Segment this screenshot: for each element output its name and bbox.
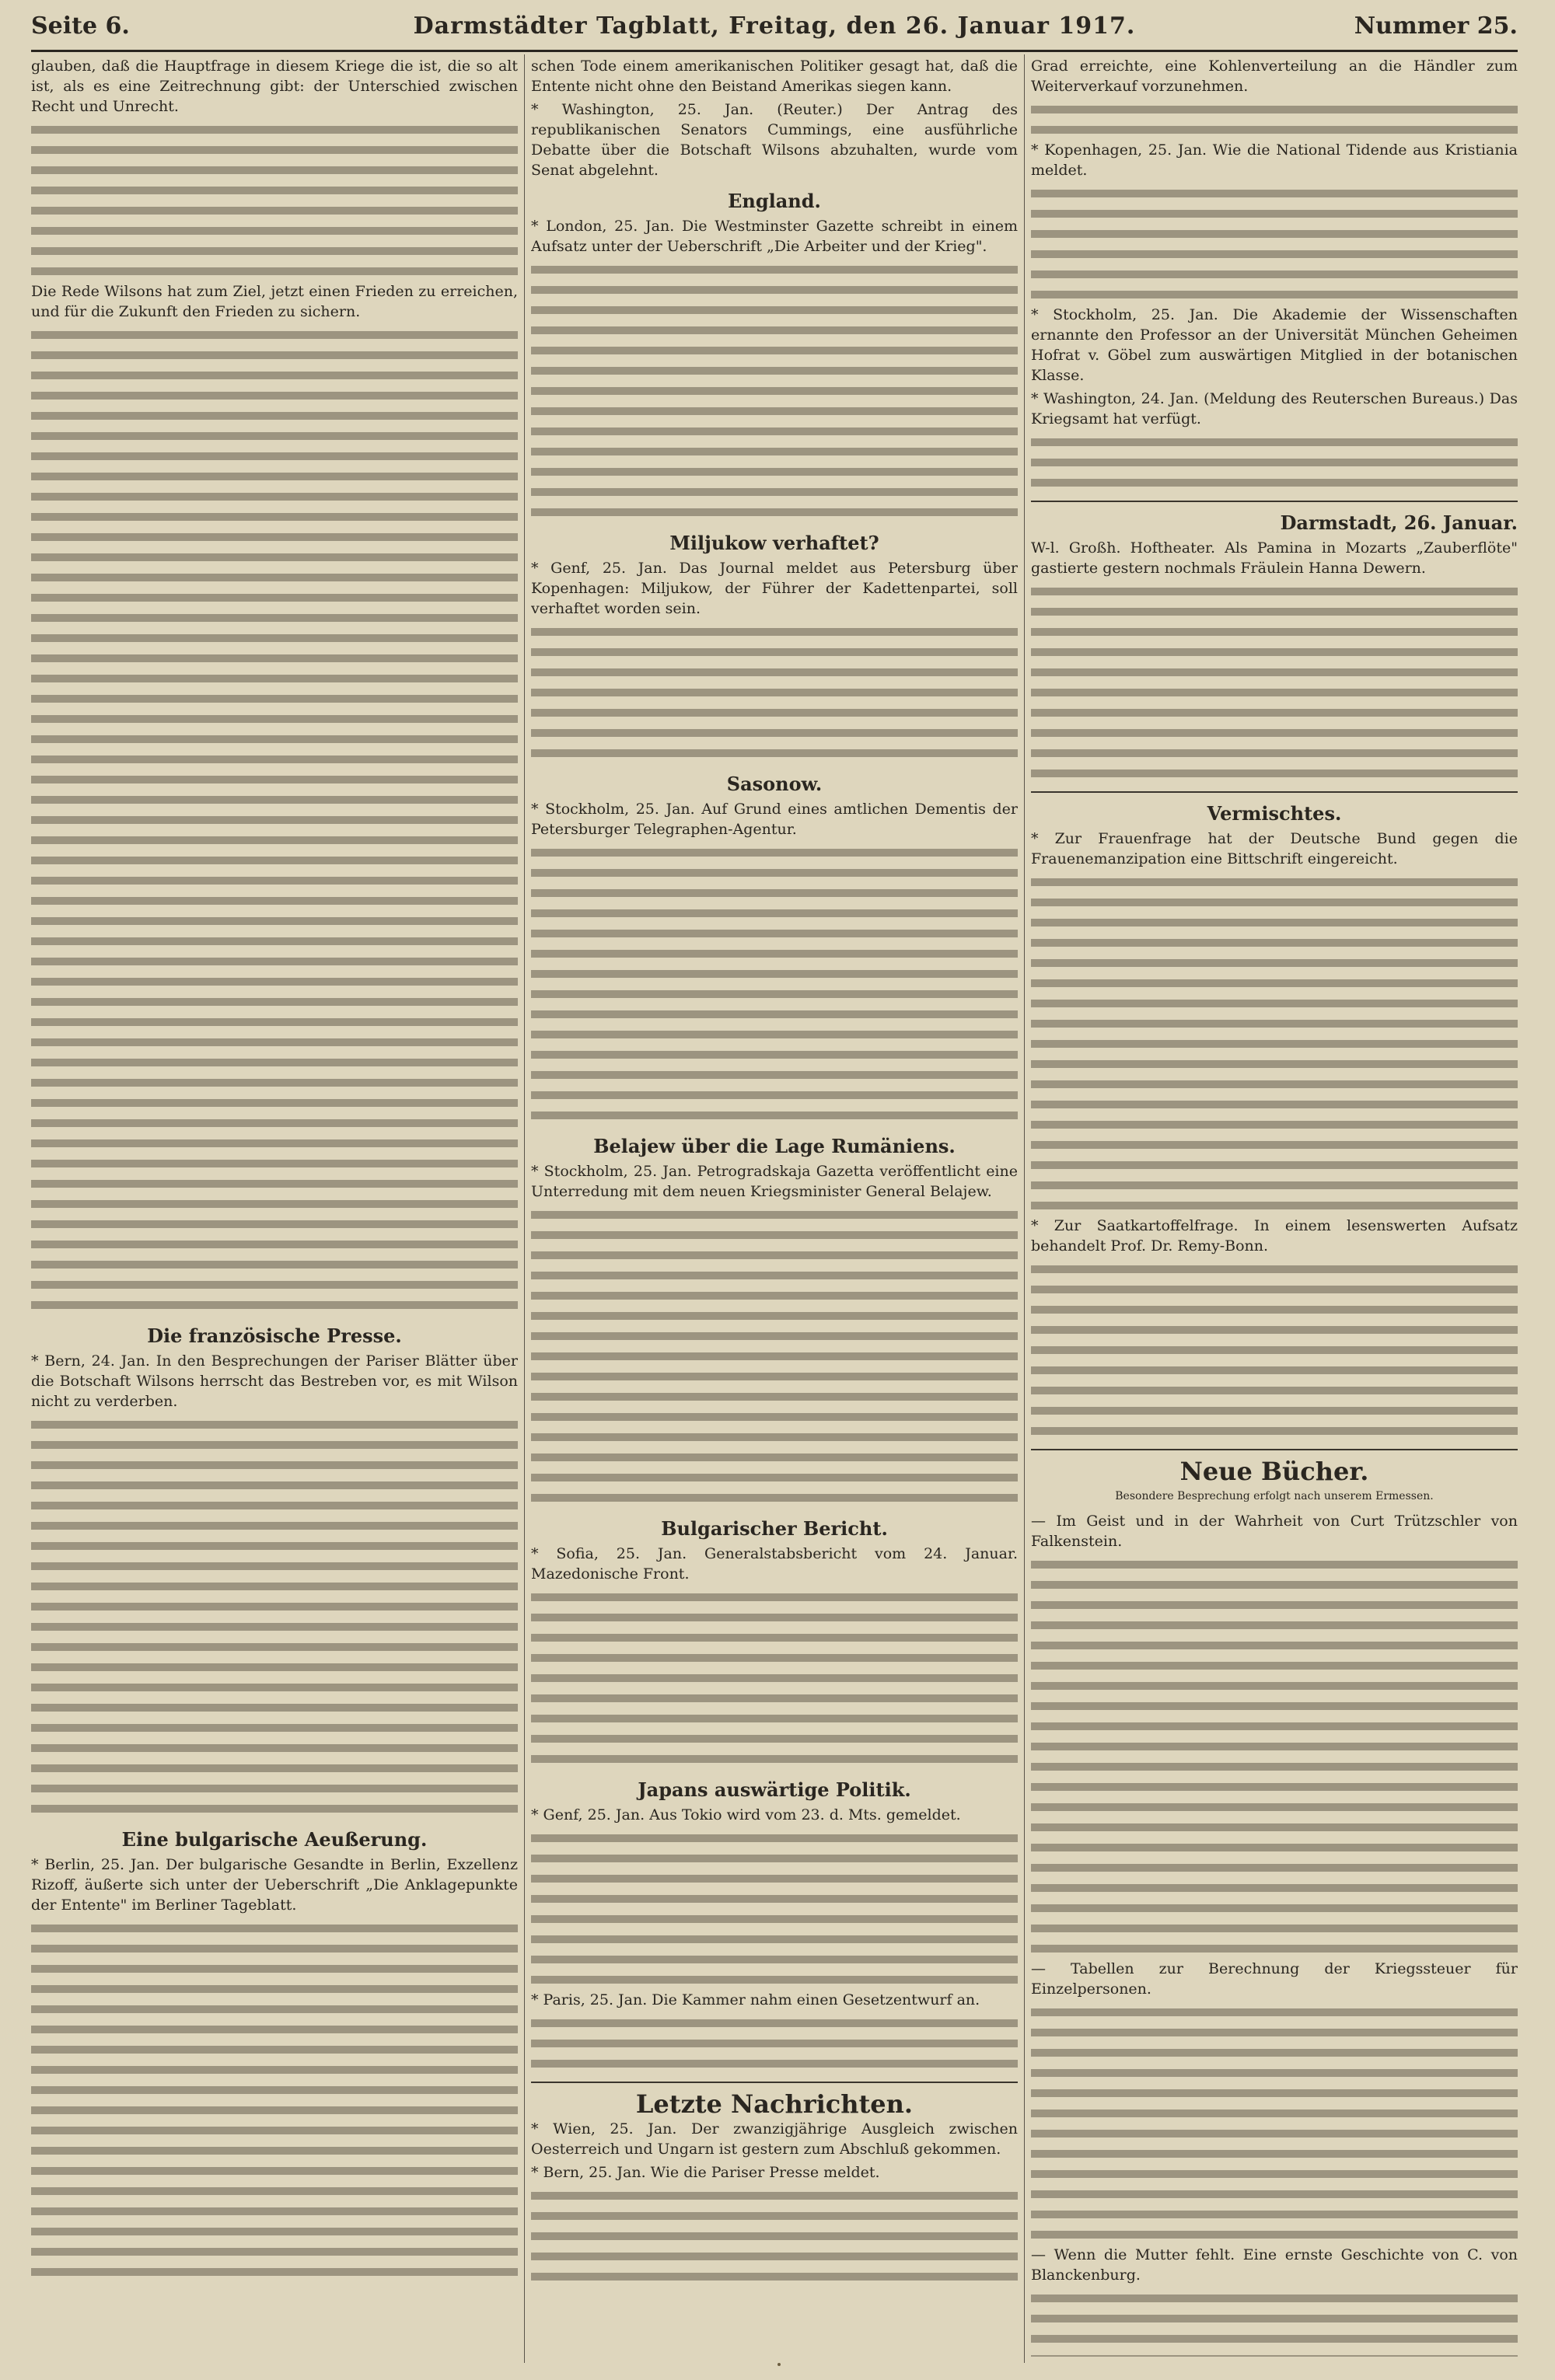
- section-heading: Die französische Presse.: [147, 1324, 402, 1347]
- article-text: * Washington, 24. Jan. (Meldung des Reuterschen Bureaus.) Das Kriegsamt hat verfügt.: [1031, 390, 1518, 427]
- text-block: [31, 1415, 518, 1819]
- article-text: — Im Geist und in der Wahrheit von Curt Trützschler von Falkenstein.: [1031, 1513, 1518, 1550]
- text-block: [531, 1828, 1018, 1990]
- section-heading: Belajew über die Lage Rumäniens.: [593, 1135, 956, 1157]
- article-text: * Stockholm, 25. Jan. Petrogradskaja Gazetta veröffentlicht eine Unterredung mit dem neuen Kriegsminister General Belajew.: [531, 1163, 1018, 1200]
- article-text: schen Tode einem amerikanischen Politiker gesagt hat, daß die Entente nicht ohne den Beistand Amerikas siegen kann.: [531, 58, 1018, 95]
- article-text: Die Rede Wilsons hat zum Ziel, jetzt einen Frieden zu erreichen, und für die Zukunft den Frieden zu sichern.: [31, 283, 518, 320]
- section-heading: Japans auswärtige Politik.: [638, 1778, 911, 1801]
- article-text: * Paris, 25. Jan. Die Kammer nahm einen Gesetzentwurf an.: [531, 1991, 980, 2008]
- column-2: [531, 56, 1018, 2357]
- article-text: — Tabellen zur Berechnung der Kriegssteuer für Einzelpersonen.: [1031, 1960, 1518, 1998]
- article-text: * Berlin, 25. Jan. Der bulgarische Gesandte in Berlin, Exzellenz Rizoff, äußerte sich unter der Ueberschrift „Die Anklagepunkte der Entente" im Berliner Tageblatt.: [31, 1856, 518, 1914]
- text-block: [1031, 1259, 1518, 1441]
- text-block: [531, 2186, 1018, 2287]
- article-text: Grad erreichte, eine Kohlenverteilung an die Händler zum Weiterverkauf vorzunehmen.: [1031, 58, 1518, 95]
- text-block: [531, 843, 1018, 1125]
- column-3: [1031, 56, 1518, 2357]
- text-block: [531, 2013, 1018, 2074]
- text-block: [1031, 183, 1518, 305]
- article-text: * Kopenhagen, 25. Jan. Wie die National Tidende aus Kristiania meldet.: [1031, 141, 1518, 179]
- article-text: * Bern, 24. Jan. In den Besprechungen der Pariser Blätter über die Botschaft Wilsons herrscht das Bestreben vor, es mit Wilson nicht zu verderben.: [31, 1352, 518, 1410]
- text-block: [31, 120, 518, 281]
- column-rule: [524, 54, 525, 2363]
- article-text: * Zur Frauenfrage hat der Deutsche Bund gegen die Frauenemanzipation eine Bittschrift eingereicht.: [1031, 830, 1518, 867]
- article-text: * Washington, 25. Jan. (Reuter.) Der Antrag des republikanischen Senators Cummings, eine ausführliche Debatte über die Botschaft Wilsons abzuhalten, wurde vom Senat abgelehnt.: [531, 101, 1018, 179]
- divider: [1031, 791, 1518, 793]
- section-heading: Neue Bücher.: [1179, 1457, 1369, 1486]
- text-block: [531, 1587, 1018, 1769]
- article-text: — Wenn die Mutter fehlt. Eine ernste Geschichte von C. von Blanckenburg.: [1031, 2246, 1518, 2284]
- text-block: [31, 325, 518, 1315]
- article-text: * Genf, 25. Jan. Aus Tokio wird vom 23. d. Mts. gemeldet.: [531, 1806, 961, 1823]
- text-block: [1031, 2288, 1518, 2357]
- article-text: glauben, daß die Hauptfrage in diesem Kriege die ist, die so alt ist, als es eine Zeitrechnung gibt: der Unterschied zwischen Recht und Unrecht.: [31, 58, 518, 115]
- column-1: [31, 56, 518, 2357]
- divider: [531, 2082, 1018, 2083]
- paper-speck: [778, 2363, 781, 2366]
- section-heading: Vermischtes.: [1207, 802, 1342, 825]
- article-text: * Stockholm, 25. Jan. Die Akademie der Wissenschaften ernannte den Professor an der Universität München Geheimen Hofrat v. Göbel zum auswärtigen Mitglied in der botanischen Klasse.: [1031, 306, 1518, 384]
- article-text: * Genf, 25. Jan. Das Journal meldet aus Petersburg über Kopenhagen: Miljukow, der Führer der Kadettenpartei, soll verhaftet worden sein.: [531, 560, 1018, 617]
- section-subheading: Besondere Besprechung erfolgt nach unserem Ermessen.: [1115, 1490, 1434, 1502]
- issue-number: Nummer 25.: [1354, 12, 1518, 40]
- article-text: * Wien, 25. Jan. Der zwanzigjährige Ausgleich zwischen Oesterreich und Ungarn ist gestern zum Abschluß gekommen.: [531, 2120, 1018, 2158]
- text-block: [1031, 872, 1518, 1216]
- page-number: Seite 6.: [31, 12, 130, 40]
- text-block: [1031, 2002, 1518, 2245]
- article-text: W-l. Großh. Hoftheater. Als Pamina in Mozarts „Zauberflöte" gastierte gestern nochmals Fräulein Hanna Dewern.: [1031, 539, 1518, 577]
- article-text: * Sofia, 25. Jan. Generalstabsbericht vom 24. Januar. Mazedonische Front.: [531, 1545, 1018, 1583]
- newspaper-title-date: Darmstädter Tagblatt, Freitag, den 26. Januar 1917.: [413, 12, 1136, 40]
- article-text: * Zur Saatkartoffelfrage. In einem lesenswerten Aufsatz behandelt Prof. Dr. Remy-Bonn.: [1031, 1217, 1518, 1255]
- text-block: [1031, 1555, 1518, 1959]
- article-text: * Stockholm, 25. Jan. Auf Grund eines amtlichen Dementis der Petersburger Telegraphen-Agentur.: [531, 801, 1018, 838]
- section-heading: Eine bulgarische Aeußerung.: [121, 1828, 428, 1851]
- divider: [1031, 1449, 1518, 1450]
- column-rule: [1024, 54, 1025, 2363]
- text-block: [1031, 581, 1518, 783]
- section-heading: Miljukow verhaftet?: [669, 532, 879, 554]
- article-text: * London, 25. Jan. Die Westminster Gazette schreibt in einem Aufsatz unter der Ueberschrift „Die Arbeiter und der Krieg".: [531, 218, 1018, 255]
- article-text: * Bern, 25. Jan. Wie die Pariser Presse meldet.: [531, 2164, 880, 2181]
- masthead: [31, 8, 1518, 52]
- text-block: [531, 1205, 1018, 1508]
- dateline: Darmstadt, 26. Januar.: [1280, 511, 1518, 534]
- text-block: [1031, 432, 1518, 493]
- text-block: [531, 622, 1018, 763]
- text-block: [531, 260, 1018, 522]
- section-heading: Bulgarischer Bericht.: [661, 1517, 888, 1540]
- text-block: [31, 1918, 518, 2282]
- divider: [1031, 501, 1518, 502]
- text-block: [1031, 99, 1518, 140]
- section-heading: England.: [728, 190, 821, 212]
- section-heading: Letzte Nachrichten.: [635, 2089, 914, 2119]
- section-heading: Sasonow.: [726, 773, 823, 795]
